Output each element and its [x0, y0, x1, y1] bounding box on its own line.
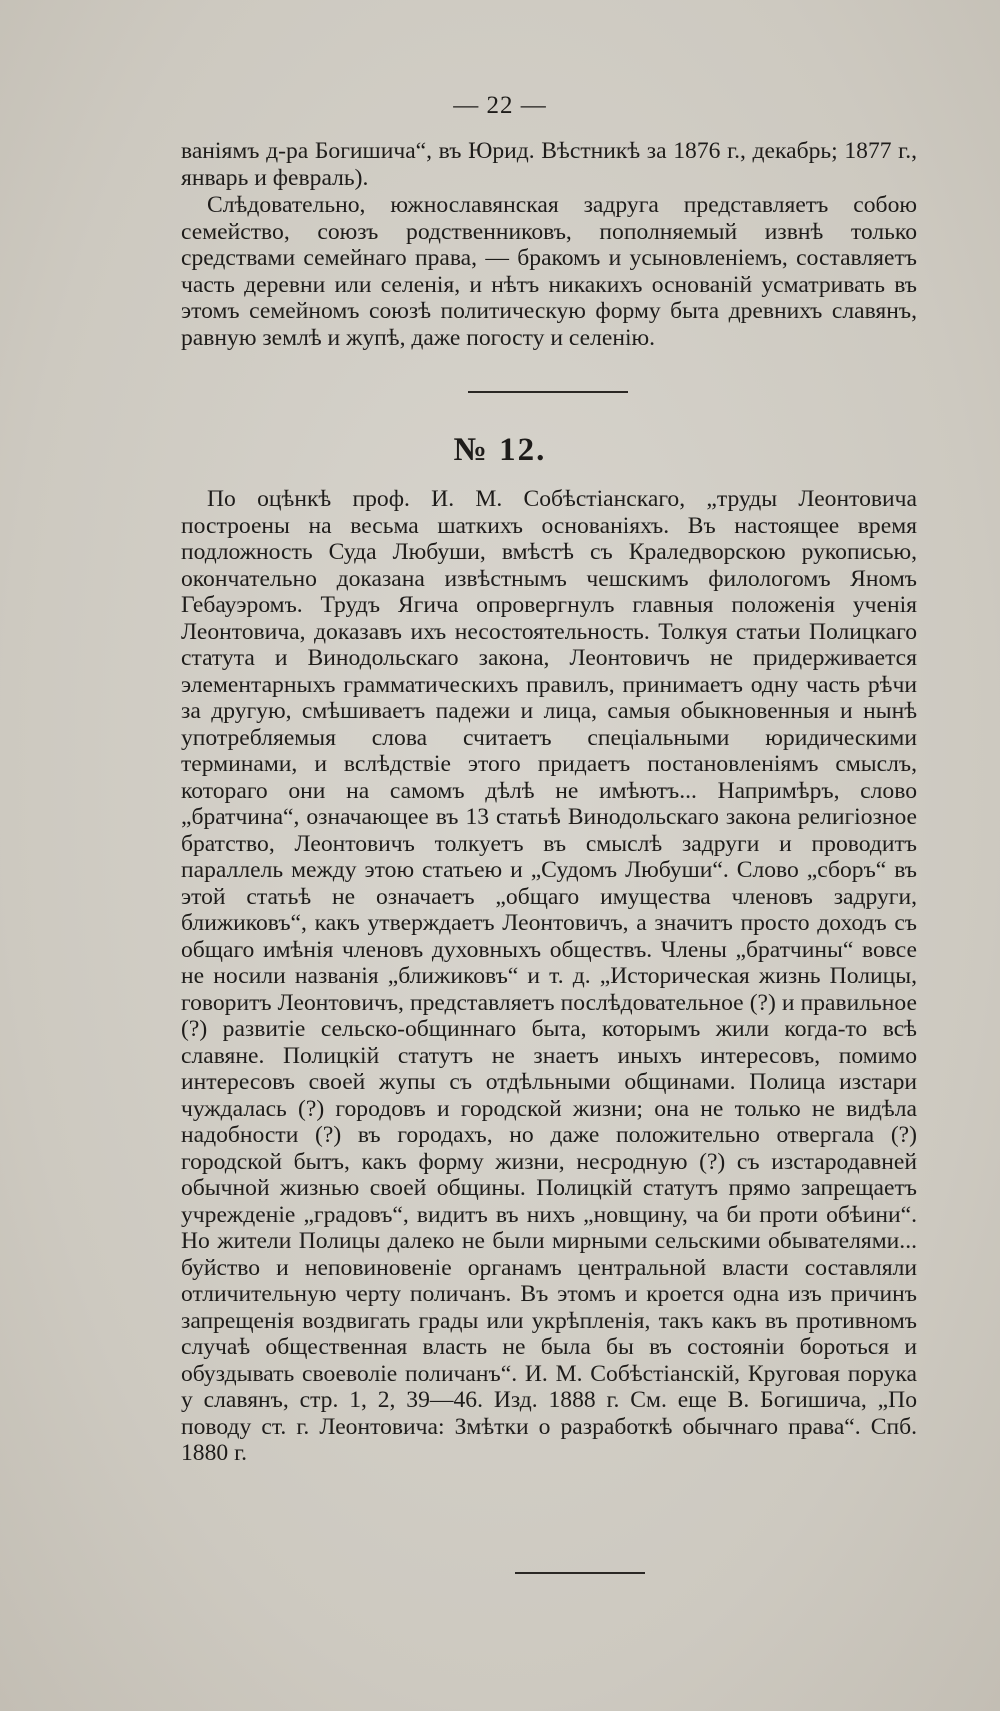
paragraph-section-12 — [181, 486, 917, 1467]
end-divider — [515, 1572, 645, 1574]
paragraph-text: ваніямъ д-ра Богишича“, въ Юрид. Вѣстникѣ за 1876 г., декабрь; 1877 г., январь и февраль). — [181, 138, 917, 191]
paragraph-text: Слѣдовательно, южнославянская задруга представляетъ собою семейство, союзъ родственниковъ, пополняемый извнѣ только средствами семейнаго права, — бракомъ и усыновленіемъ, составляетъ часть деревни или селенія, и нѣтъ никакихъ основаній усматривать въ этомъ семейномъ союзѣ политическую форму быта древнихъ славянъ, равную землѣ и жупѣ, даже погосту и селенію. — [181, 192, 917, 351]
section-title: № 12. — [453, 432, 547, 468]
page-number: — 22 — — [453, 92, 547, 119]
section-divider — [468, 391, 628, 393]
paragraph-continuation — [181, 138, 917, 191]
paragraph-text: По оцѣнкѣ проф. И. М. Собѣстіанскаго, „труды Леонтовича построены на весьма шаткихъ основаніяхъ. Въ настоящее время подложность Суда Любуши, вмѣстѣ съ Краледворскою рукописью, окончательно доказана извѣстнымъ чешскимъ филологомъ Яномъ Гебауэромъ. Трудъ Ягича опровергнулъ главныя положенія ученія Леонтовича, доказавъ ихъ несостоятельность. Толкуя статьи Полицкаго статута и Винодольскаго закона, Леонтовичъ не придерживается элементарныхъ грамматическихъ правилъ, принимаетъ одну часть рѣчи за другую, смѣшиваетъ падежи и лица, самыя обыкновенныя и нынѣ употребляемыя слова считаетъ спеціальными юридическими терминами, и вслѣдствіе этого придаетъ постановленіямъ смыслъ, котораго они на самомъ дѣлѣ не имѣютъ... Напримѣръ, слово „братчина“, означающее въ 13 статьѣ Винодольскаго закона религіозное братство, Леонтовичъ толкуетъ въ смыслѣ задруги и проводитъ параллель между этою статьею и „Судомъ Любуши“. Слово „сборъ“ въ этой статьѣ не означаетъ „общаго имущества членовъ задруги, ближиковъ“, какъ утверждаетъ Леонтовичъ, а значитъ просто доходъ съ общаго имѣнія членовъ духовныхъ обществъ. Члены „братчины“ вовсе не носили названія „ближиковъ“ и т. д. „Историческая жизнь Полицы, говоритъ Леонтовичъ, представляетъ послѣдовательное (?) и правильное (?) развитіе сельско-общиннаго быта, которымъ жили когда-то всѣ славяне. Полицкій статутъ не знаетъ иныхъ интересовъ, помимо интересовъ своей жупы съ отдѣльными общинами. Полица изстари чуждалась (?) городовъ и городской жизни; она не только не видѣла надобности (?) въ городахъ, но даже положительно отвергала (?) городской бытъ, какъ форму жизни, несродную (?) съ изстародавней обычной жизнью своей общины. Полицкій статутъ прямо запрещаетъ учрежденіе „градовъ“, видитъ въ нихъ „новщину, ча би проти обѣини“. Но жители Полицы далеко не были мирными сельскими обывателями... буйство и неповиновеніе органамъ центральной власти составляли отличительную черту поличанъ. Въ этомъ и кроется одна изъ причинъ запрещенія воздвигать грады или укрѣпленія, такъ какъ въ противномъ случаѣ общественная власть не была бы въ состояніи бороться и обуздывать своеволіе поличанъ“. И. М. Собѣстіанскій, Круговая порука у славянъ, стр. 1, 2, 39—46. Изд. 1888 г. См. еще В. Богишича, „По поводу ст. г. Леонтовича: Змѣтки о разработкѣ обычнаго права“. Спб. 1880 г. — [181, 486, 917, 1466]
paragraph-conclusion — [181, 192, 917, 351]
